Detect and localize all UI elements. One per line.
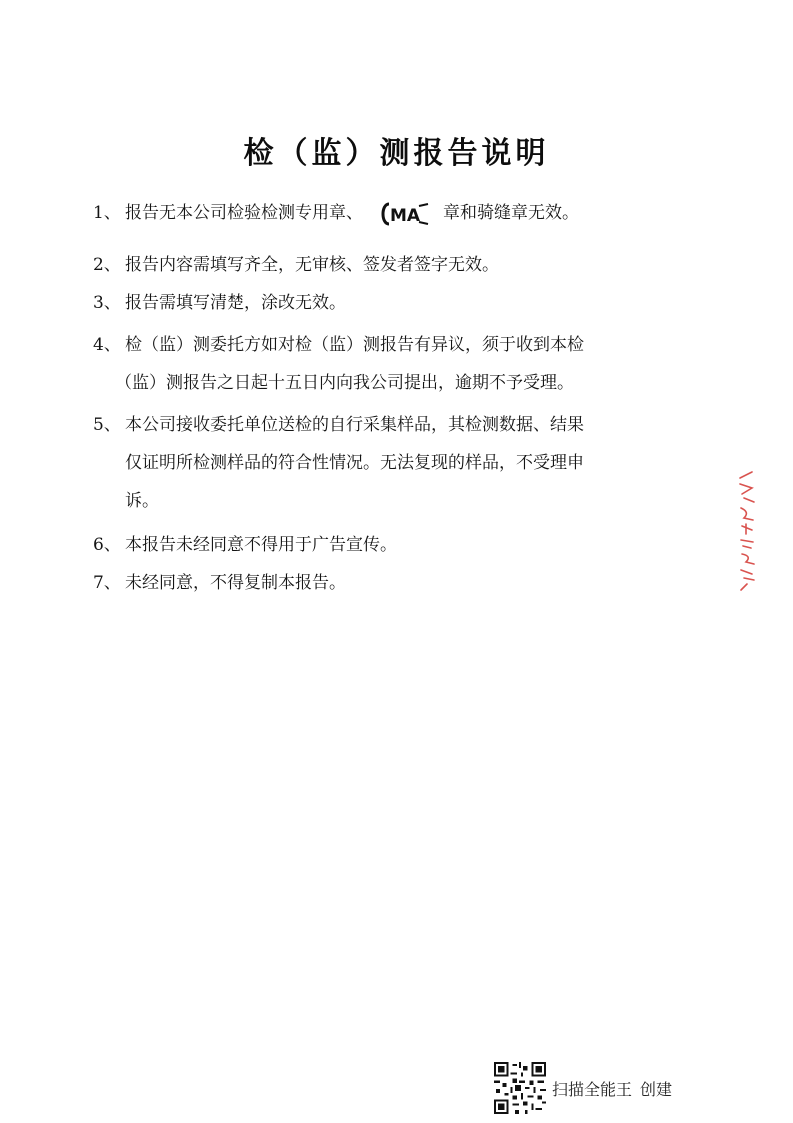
list-item-7	[93, 564, 683, 602]
item-text: 本报告未经同意不得用于广告宣传。	[125, 535, 397, 555]
page-title: 检（监）测报告说明	[243, 136, 550, 171]
item-text: 报告需填写清楚，涂改无效。	[125, 293, 346, 313]
list-item-3	[93, 284, 683, 322]
list-item-1	[93, 194, 683, 232]
footer-action: 创建	[640, 1079, 673, 1099]
item-text-before: 报告无本公司检验检测专用章、	[125, 203, 363, 223]
item-text: 未经同意，不得复制本报告。	[125, 573, 346, 593]
partial-seal-icon	[732, 468, 758, 593]
item-number: 3、	[93, 293, 121, 313]
cma-mark-text: MA	[390, 205, 421, 226]
item-number: 7、	[93, 573, 121, 593]
item-number: 2、	[93, 255, 121, 275]
item-number: 6、	[93, 535, 121, 555]
item-number: 1、	[93, 203, 121, 223]
item-line-1: 检（监）测委托方如对检（监）测报告有异议，须于收到本检	[125, 335, 584, 355]
item-text: 报告内容需填写齐全，无审核、签发者签字无效。	[125, 255, 499, 275]
item-number: 4、	[93, 335, 121, 355]
item-number: 5、	[93, 415, 121, 435]
item-text-after: 章和骑缝章无效。	[443, 203, 579, 223]
item-line-2: 仅证明所检测样品的符合性情况。无法复现的样品，不受理申	[125, 453, 584, 473]
item-line-2: （监）测报告之日起十五日内向我公司提出，逾期不予受理。	[115, 373, 574, 393]
list-item-5	[93, 406, 683, 520]
item-line-1: 本公司接收委托单位送检的自行采集样品，其检测数据、结果	[125, 415, 584, 435]
list-item-2	[93, 246, 683, 284]
qr-code-icon	[494, 1062, 546, 1114]
footer-brand: 扫描全能王	[552, 1079, 633, 1099]
list-item-4	[93, 326, 683, 402]
scanner-watermark	[494, 1062, 672, 1114]
list-item-6	[93, 526, 683, 564]
item-line-3: 诉。	[125, 491, 159, 511]
cma-mark-icon	[379, 201, 431, 227]
